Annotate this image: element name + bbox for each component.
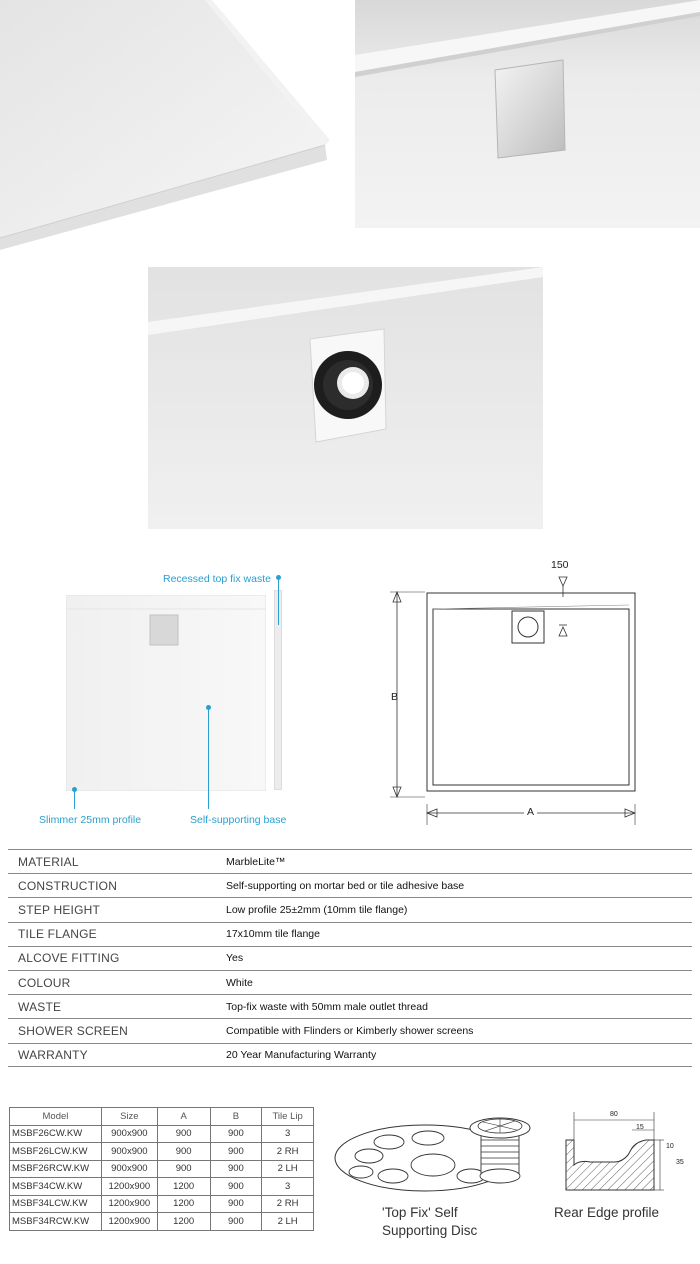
table-cell: 900 <box>210 1143 262 1161</box>
recessed-waste-label: Recessed top fix waste <box>163 573 271 585</box>
leader-dot <box>276 575 281 580</box>
tray-corner-photo <box>0 0 330 250</box>
dimension-b-label: B <box>391 691 399 703</box>
table-cell: MSBF26CW.KW <box>10 1125 102 1143</box>
table-cell: MSBF26RCW.KW <box>10 1160 102 1178</box>
rear-edge-caption: Rear Edge profile <box>554 1205 660 1220</box>
spec-row <box>8 1018 692 1042</box>
table-cell: 3 <box>262 1178 314 1196</box>
specifications-table <box>8 849 692 1067</box>
recessed-waste-leader <box>278 577 279 625</box>
spec-label: STEP HEIGHT <box>18 902 100 917</box>
table-cell: 900x900 <box>101 1143 157 1161</box>
leader-dot <box>206 705 211 710</box>
column-header: Size <box>101 1108 157 1126</box>
table-cell: 3 <box>262 1125 314 1143</box>
waste-outlet-photo <box>148 267 543 529</box>
spec-value: Top-fix waste with 50mm male outlet thread <box>226 1000 428 1013</box>
spec-row <box>8 922 692 946</box>
spec-label: WARRANTY <box>18 1047 88 1062</box>
table-row <box>10 1195 314 1213</box>
spec-value: Self-supporting on mortar bed or tile adhesive base <box>226 879 465 892</box>
table-cell: 2 LH <box>262 1213 314 1231</box>
table-cell: 900 <box>210 1125 262 1143</box>
rear-dim-15: 15 <box>636 1124 644 1131</box>
table-header-row <box>10 1108 314 1126</box>
spec-row <box>8 994 692 1018</box>
table-cell: 1200 <box>157 1178 210 1196</box>
rear-dim-80: 80 <box>610 1111 618 1118</box>
spec-row <box>8 849 692 873</box>
dimension-diagram <box>385 555 645 825</box>
spec-value: 20 Year Manufacturing Warranty <box>226 1048 377 1061</box>
table-row <box>10 1160 314 1178</box>
spec-row <box>8 970 692 994</box>
spec-label: WASTE <box>18 999 62 1014</box>
rear-dim-35: 35 <box>676 1159 684 1166</box>
spec-label: CONSTRUCTION <box>18 878 118 893</box>
spec-label: SHOWER SCREEN <box>18 1023 128 1038</box>
waste-cover-photo <box>355 0 700 228</box>
disc-caption <box>382 1204 477 1240</box>
spec-label: TILE FLANGE <box>18 927 97 942</box>
spec-value: Low profile 25±2mm (10mm tile flange) <box>226 903 408 916</box>
table-cell: 1200 <box>157 1213 210 1231</box>
table-cell: 2 RH <box>262 1195 314 1213</box>
column-header: A <box>157 1108 210 1126</box>
dimension-150-label: 150 <box>551 559 569 571</box>
rear-dim-10: 10 <box>666 1143 674 1150</box>
table-cell: 900x900 <box>101 1160 157 1178</box>
spec-row <box>8 946 692 970</box>
slim-profile-label: Slimmer 25mm profile <box>39 814 142 826</box>
table-cell: 1200x900 <box>101 1213 157 1231</box>
spec-label: ALCOVE FITTING <box>18 951 120 966</box>
spec-row <box>8 873 692 897</box>
disc-caption-line1: 'Top Fix' Self <box>382 1205 458 1220</box>
table-cell: 1200x900 <box>101 1178 157 1196</box>
table-cell: 900 <box>210 1213 262 1231</box>
table-cell: 1200x900 <box>101 1195 157 1213</box>
table-cell: 900 <box>157 1160 210 1178</box>
table-cell: MSBF34CW.KW <box>10 1178 102 1196</box>
table-cell: 900 <box>210 1160 262 1178</box>
top-fix-disc-illustration <box>333 1110 535 1200</box>
table-cell: MSBF34LCW.KW <box>10 1195 102 1213</box>
table-row <box>10 1143 314 1161</box>
table-cell: 900x900 <box>101 1125 157 1143</box>
spec-row <box>8 897 692 921</box>
table-cell: 900 <box>210 1195 262 1213</box>
spec-row <box>8 1043 692 1067</box>
spec-value: Yes <box>226 952 244 965</box>
rear-edge-profile-illustration <box>560 1110 665 1205</box>
table-cell: 900 <box>210 1178 262 1196</box>
dimension-a-label: A <box>524 806 537 818</box>
table-row <box>10 1213 314 1231</box>
table-cell: MSBF26LCW.KW <box>10 1143 102 1161</box>
column-header: Model <box>10 1108 102 1126</box>
slim-profile-leader <box>74 789 75 809</box>
column-header: B <box>210 1108 262 1126</box>
model-table <box>9 1107 314 1231</box>
table-cell: 1200 <box>157 1195 210 1213</box>
table-cell: 900 <box>157 1125 210 1143</box>
table-cell: 900 <box>157 1143 210 1161</box>
spec-value: White <box>226 976 253 989</box>
table-cell: 2 RH <box>262 1143 314 1161</box>
table-row <box>10 1178 314 1196</box>
self-supporting-leader <box>208 707 209 809</box>
disc-caption-line2: Supporting Disc <box>382 1223 478 1238</box>
leader-dot <box>72 787 77 792</box>
table-cell: 2 LH <box>262 1160 314 1178</box>
spec-value: MarbleLite™ <box>226 855 286 868</box>
tray-front-view <box>66 595 266 791</box>
spec-value: 17x10mm tile flange <box>226 928 320 941</box>
self-supporting-label: Self-supporting base <box>190 814 287 826</box>
spec-value: Compatible with Flinders or Kimberly shower screens <box>226 1024 474 1037</box>
table-cell: MSBF34RCW.KW <box>10 1213 102 1231</box>
spec-label: MATERIAL <box>18 854 79 869</box>
spec-label: COLOUR <box>18 975 71 990</box>
column-header: Tile Lip <box>262 1108 314 1126</box>
table-row <box>10 1125 314 1143</box>
